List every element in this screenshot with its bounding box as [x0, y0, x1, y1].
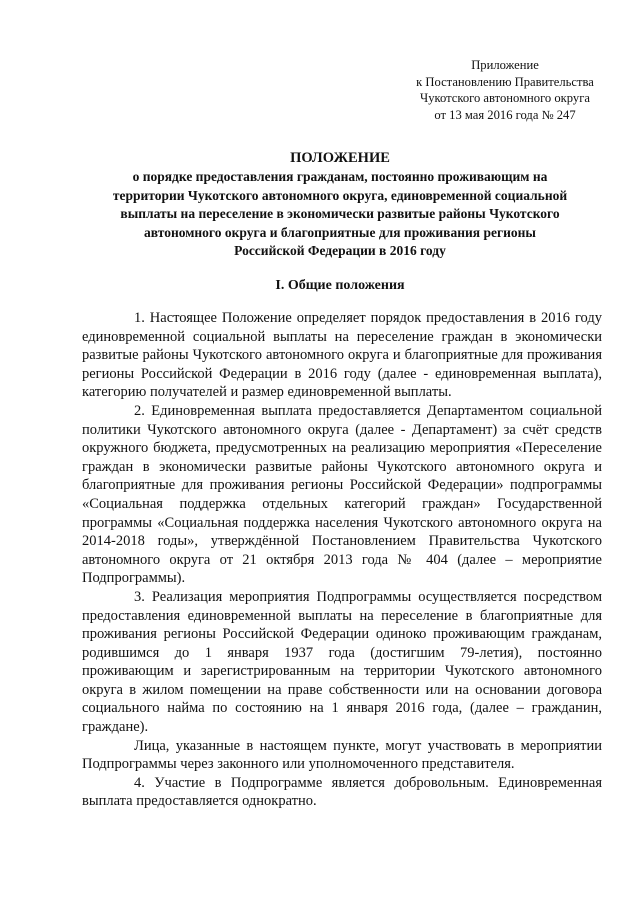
attachment-note	[400, 57, 610, 123]
title-line: Российской Федерации в 2016 году	[234, 243, 446, 259]
title-main: ПОЛОЖЕНИЕ	[290, 150, 390, 166]
paragraph-3-note: Лица, указанные в настоящем пункте, могут участвовать в мероприятии Подпрограммы через законного или уполномоченного представителя.	[82, 737, 602, 773]
title-line: о порядке предоставления гражданам, постоянно проживающим на	[132, 169, 548, 184]
attachment-line: Приложение	[471, 58, 539, 72]
paragraph-2: 2. Единовременная выплата предоставляется Департаментом социальной политики Чукотского автономного округа (далее - Департамент) за счёт средств окружного бюджета, предусмотренных на реализацию мероприятия «Переселение граждан в экономически развитые районы Чукотского автономного округа и благоприятные для проживания регионы Российской Федерации» подпрограммы «Социальная поддержка отдельных категорий граждан» Государственной программы «Социальная поддержка населения Чукотского автономного округа на 2014-2018 годы», утверждённой Постановлением Правительства Чукотского автономного округа от 21 октября 2013 года № 404 (далее – мероприятие Подпрограммы).	[82, 402, 602, 587]
attachment-line: к Постановлению Правительства	[416, 74, 594, 89]
attachment-line: от 13 мая 2016 года № 247	[434, 107, 576, 122]
section-heading: I. Общие положения	[275, 278, 405, 293]
title-line: выплаты на переселение в экономически развитые районы Чукотского	[120, 206, 560, 222]
paragraph-3: 3. Реализация мероприятия Подпрограммы осуществляется посредством предоставления единовременной выплаты на переселение в благоприятные для проживания регионы Российской Федерации одиноко проживающим гражданам, родившимся до 1 января 1937 года (достигшим 79-летия), постоянно проживающим и зарегистрированным на территории Чукотского автономного округа в жилом помещении на праве собственности или на основании договора социального найма по состоянию на 1 января 2016 года, (далее – гражданин, граждане).	[82, 588, 602, 736]
attachment-line: Чукотского автономного округа	[420, 91, 590, 105]
paragraph-1: 1. Настоящее Положение определяет порядок предоставления в 2016 году единовременной социальной выплаты на переселение граждан в экономически развитые районы Чукотского автономного округа и благоприятные для проживания регионы Российской Федерации в 2016 году (далее - единовременная выплата), категорию получателей и размер единовременной выплаты.	[82, 310, 602, 401]
document-body	[82, 309, 602, 811]
document-title	[60, 149, 620, 261]
paragraph-4: 4. Участие в Подпрограмме является добровольным. Единовременная выплата предоставляется однократно.	[82, 774, 602, 810]
title-line: автономного округа и благоприятные для проживания регионы	[144, 224, 536, 240]
title-line: территории Чукотского автономного округа, единовременной социальной	[112, 187, 568, 203]
